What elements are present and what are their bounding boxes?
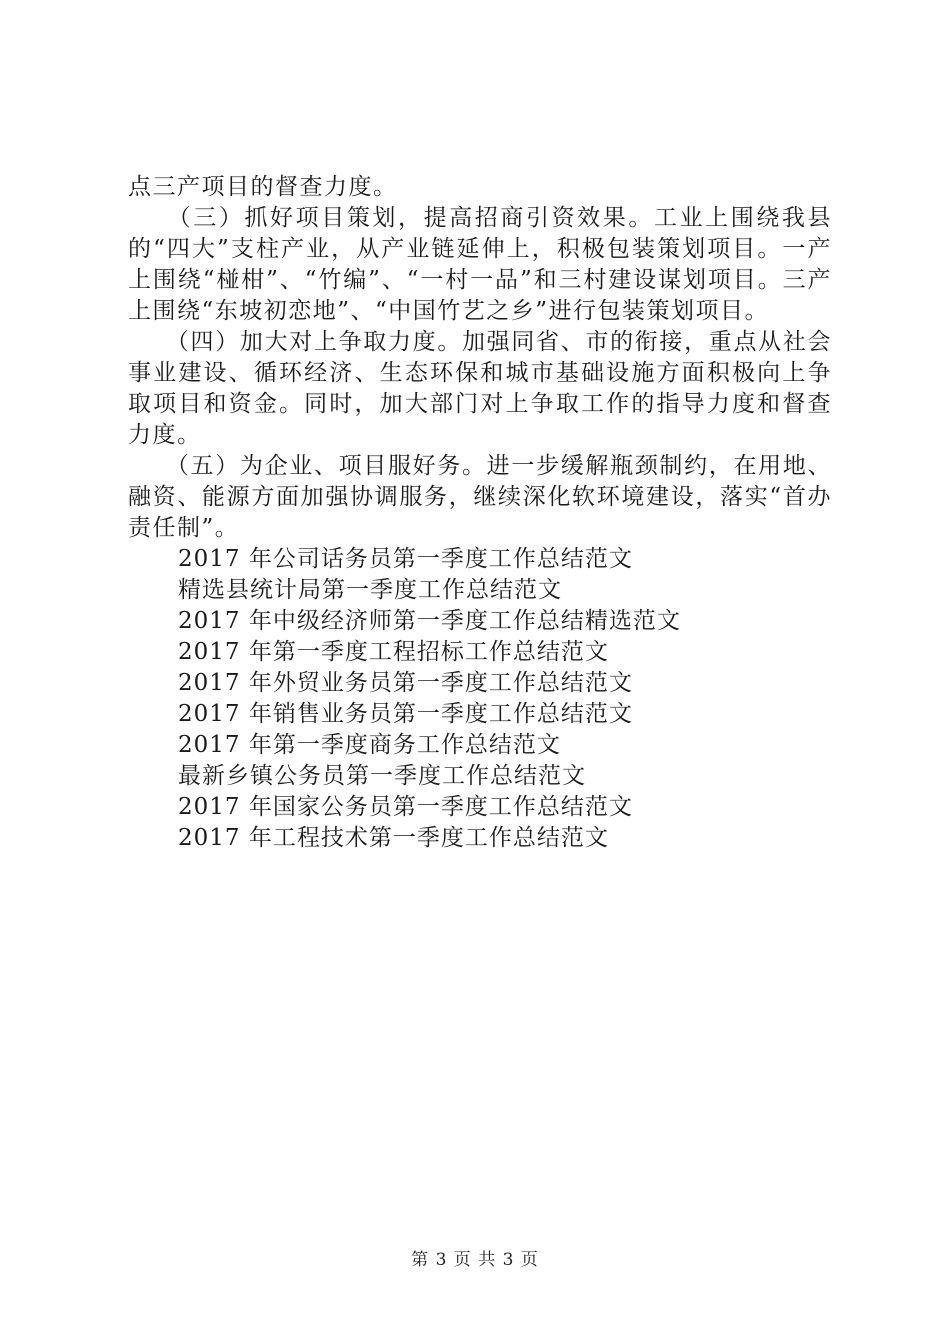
paragraph-upper-level-funding: （四）加大对上争取力度。加强同省、市的衔接，重点从社会事业建设、循环经济、生态环保和城市基础设施方面积极向上争取项目和资金。同时，加大部门对上争取工作的指导力度和督查力度。 (128, 329, 832, 448)
paragraph-project-planning: （三）抓好项目策划，提高招商引资效果。工业上围绕我县的“四大”支柱产业，从产业链延伸上，积极包装策划项目。一产上围绕“椪柑”、“竹编”、“一村一品”和三村建设谋划项目。三产上围绕“东坡初恋地”、“中国竹艺之乡”进行包装策划项目。 (128, 205, 832, 324)
related-article-link[interactable]: 2017 年销售业务员第一季度工作总结范文 (178, 701, 633, 727)
paragraph-enterprise-service: （五）为企业、项目服好务。进一步缓解瓶颈制约，在用地、融资、能源方面加强协调服务，继续深化软环境建设，落实“首办责任制”。 (128, 453, 832, 541)
related-article-link[interactable]: 最新乡镇公务员第一季度工作总结范文 (178, 763, 586, 789)
related-article-link[interactable]: 2017 年中级经济师第一季度工作总结精选范文 (178, 608, 681, 634)
related-article-link[interactable]: 2017 年第一季度工程招标工作总结范文 (178, 639, 609, 665)
related-article-link[interactable]: 2017 年外贸业务员第一季度工作总结范文 (178, 670, 633, 696)
paragraph-continuation: 点三产项目的督查力度。 (128, 174, 398, 200)
related-article-link[interactable]: 精选县统计局第一季度工作总结范文 (178, 577, 562, 603)
related-article-link[interactable]: 2017 年工程技术第一季度工作总结范文 (178, 825, 609, 851)
related-article-link[interactable]: 2017 年公司话务员第一季度工作总结范文 (178, 546, 633, 572)
related-articles-list (128, 544, 832, 854)
page-number-footer: 第 3 页 共 3 页 (411, 1250, 539, 1270)
related-article-link[interactable]: 2017 年国家公务员第一季度工作总结范文 (178, 794, 633, 820)
related-article-link[interactable]: 2017 年第一季度商务工作总结范文 (178, 732, 561, 758)
document-body (128, 172, 832, 854)
